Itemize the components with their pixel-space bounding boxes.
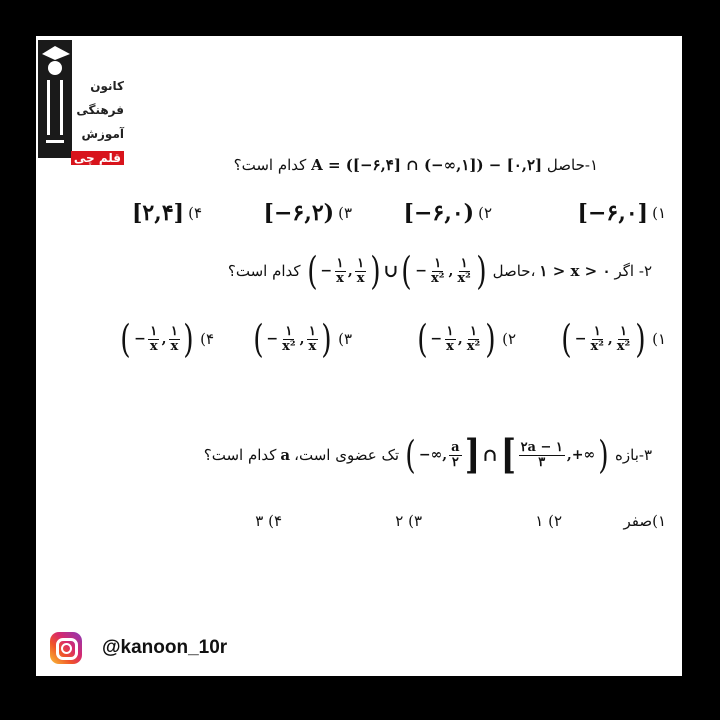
- q3-option-3-text: ۳) ۲: [395, 512, 422, 530]
- instagram-icon[interactable]: [50, 632, 82, 664]
- q1-option-2-num: ۲): [478, 204, 492, 222]
- q1-option-3-text: [−۶,۲): [263, 200, 335, 226]
- logo-line-2: فرهنگی: [76, 103, 124, 117]
- q2-option-2[interactable]: [415, 317, 516, 361]
- q1-option-2-text: [−۶,۰): [403, 200, 475, 226]
- q1-option-4-num: ۴): [188, 204, 202, 222]
- q1-prefix: ۱-حاصل: [546, 156, 598, 174]
- q3-var: a: [280, 446, 291, 464]
- q1-option-3-num: ۳): [338, 204, 352, 222]
- q2-option-3-num: ۳): [338, 330, 352, 348]
- q2-option-1[interactable]: [559, 317, 666, 361]
- kanoon-logo: [36, 36, 126, 165]
- logo-highlight: قلم چی: [71, 151, 124, 165]
- q1-option-4[interactable]: [132, 200, 202, 226]
- q1-option-2[interactable]: [404, 200, 492, 226]
- q1-suffix: کدام است؟: [233, 156, 307, 174]
- q2-option-4[interactable]: [118, 317, 214, 361]
- q3-expression: ( −∞, $\frac{a}{۲}$ ] ∩ [ $\frac{۲a - ۱}{۳}$ ,+∞ ): [405, 431, 609, 478]
- q2-suffix: کدام است؟: [227, 262, 301, 280]
- q2-option-4-interval: ( − $\frac{۱}{x}$ , $\frac{۱}{x}$ ): [120, 317, 194, 361]
- q2-prefix: ۲- اگر: [614, 262, 652, 280]
- q1-expression: A = ([−۶,۴] ∩ (−∞,۱]) − [۰,۲]: [311, 156, 543, 174]
- q3-prefix: ۳-بازه: [615, 446, 652, 464]
- q2-option-2-interval: ( − $\frac{۱}{x}$ , $\frac{۱}{\text{x²}}$ ): [416, 317, 496, 361]
- q1-option-4-text: [۲,۴]: [131, 200, 185, 226]
- q2-option-3-interval: ( − $\frac{۱}{\text{x²}}$ , $\frac{۱}{x}$ ): [252, 317, 332, 361]
- q3-option-1[interactable]: [623, 512, 666, 530]
- q3-mid: تک عضوی است،: [294, 446, 400, 464]
- question-3: [203, 431, 652, 478]
- q1-option-1-num: ۱): [652, 204, 666, 222]
- question-1: [234, 156, 598, 174]
- q3-option-2[interactable]: [535, 512, 562, 530]
- logo-line-3: آموزش: [81, 127, 124, 141]
- q2-option-3[interactable]: [251, 317, 352, 361]
- q3-option-4[interactable]: [255, 512, 282, 530]
- q3-option-1-text: ۱)صفر: [623, 512, 666, 530]
- footer: [50, 632, 227, 664]
- q1-option-1-text: [−۶,۰]: [577, 200, 649, 226]
- q3-option-4-text: ۴) ۳: [255, 512, 282, 530]
- instagram-handle[interactable]: @kanoon_10r: [102, 637, 228, 658]
- question-2: [227, 249, 652, 293]
- q2-option-1-interval: ( − $\frac{۱}{\text{x²}}$ , $\frac{۱}{\text{x²}}$ ): [561, 317, 646, 361]
- q2-condition: ۱ > x > ۰: [539, 262, 611, 280]
- q3-suffix: کدام است؟: [203, 446, 277, 464]
- q1-option-3[interactable]: [264, 200, 352, 226]
- q2-option-1-num: ۱): [652, 330, 666, 348]
- q2-expression: ( − $\frac{۱}{x}$ , $\frac{۱}{x}$ ) ∪ ( − $\frac{۱}{\text{x²}}$ , $\frac{۱}{\text{x²}}$ ): [306, 249, 487, 293]
- logo-line-1: کانون: [90, 79, 124, 93]
- page: [36, 36, 682, 676]
- q2-option-2-num: ۲): [502, 330, 516, 348]
- q3-option-3[interactable]: [395, 512, 422, 530]
- q3-option-2-text: ۲) ۱: [535, 512, 562, 530]
- q2-option-4-num: ۴): [200, 330, 214, 348]
- q1-option-1[interactable]: [578, 200, 666, 226]
- graduate-figure-icon: [38, 40, 72, 158]
- q2-mid: ،حاصل: [492, 262, 536, 280]
